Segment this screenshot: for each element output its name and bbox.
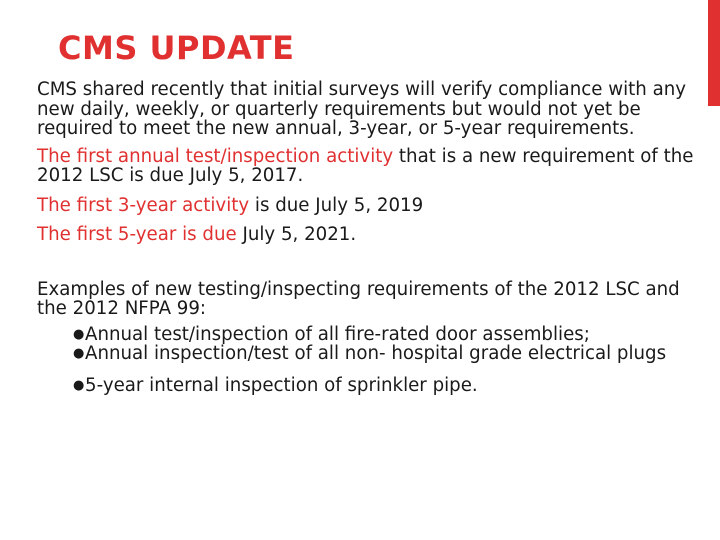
text-first-annual-rest: that is a new requirement of the 2012 LSC is due July 5, 2017. [37, 145, 694, 186]
slide-body [37, 80, 697, 395]
bullet-dot-icon: ● [73, 326, 85, 342]
highlight-first-5-year: The first 5-year is due [37, 224, 237, 245]
paragraph-cms-shared: CMS shared recently that initial surveys will verify compliance with any new daily, weekly, or quarterly requirements but would not yet be required to meet the new annual, 3-year, or 5-year requirements. [37, 79, 687, 139]
paragraph-examples: Examples of new testing/inspecting requirements of the 2012 LSC and the 2012 NFPA 99: [37, 278, 680, 319]
bullet-dot-icon: ● [73, 377, 85, 393]
list-item [73, 344, 697, 364]
list-item [73, 325, 697, 345]
slide-title: CMS UPDATE [58, 29, 295, 67]
text-first-3-year-rest: is due July 5, 2019 [249, 194, 424, 216]
highlight-first-3-year: The first 3-year activity [37, 194, 250, 216]
paragraph-first-annual [37, 147, 697, 186]
text-first-5-year-rest: July 5, 2021. [236, 224, 357, 245]
list-item-text: Annual test/inspection of all fire-rated door assemblies; [85, 323, 590, 345]
paragraph-first-3-year [37, 196, 697, 216]
paragraph-first-5-year [37, 225, 697, 245]
highlight-first-annual: The first annual test/inspection activity [37, 145, 394, 167]
list-item-text: 5-year internal inspection of sprinkler pipe. [85, 374, 478, 396]
list-item-text: Annual inspection/test of all non- hospital grade electrical plugs [85, 343, 667, 364]
list-item [73, 376, 697, 396]
accent-bar [708, 0, 720, 106]
examples-list [37, 325, 697, 396]
bullet-dot-icon: ● [73, 346, 85, 361]
